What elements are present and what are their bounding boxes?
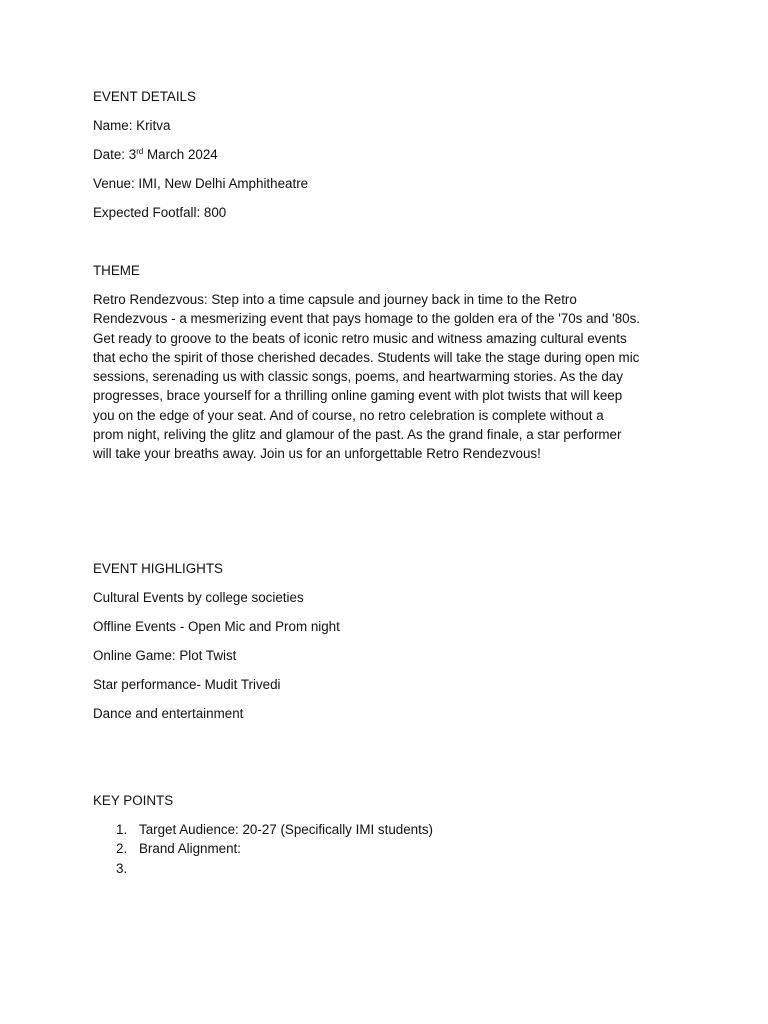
key-point-text: Brand Alignment: (139, 841, 241, 857)
theme-line: that echo the spirit of those cherished decades. Students will take the stage during open mic (93, 349, 640, 365)
theme-line: progresses, brace yourself for a thrilling online gaming event with plot twists that will keep (93, 388, 623, 404)
highlight-item: Offline Events - Open Mic and Prom night (93, 619, 340, 634)
highlight-item: Dance and entertainment (93, 706, 244, 721)
highlights-heading: EVENT HIGHLIGHTS (93, 561, 223, 576)
theme-line: will take your breaths away. Join us for an unforgettable Retro Rendezvous! (93, 446, 541, 462)
theme-paragraph (93, 290, 683, 464)
theme-line: prom night, reliving the glitz and glamour of the past. As the grand finale, a star performer (93, 427, 622, 443)
highlight-item: Cultural Events by college societies (93, 590, 304, 605)
key-point-number: 2. (116, 841, 128, 857)
key-point-number: 3. (116, 860, 128, 876)
theme-line: sessions, serenading us with classic songs, poems, and heartwarming stories. As the day (93, 369, 623, 385)
highlight-item: Online Game: Plot Twist (93, 648, 237, 663)
event-name: Name: Kritva (93, 118, 171, 133)
theme-line: Get ready to groove to the beats of iconic retro music and witness amazing cultural events (93, 330, 627, 346)
theme-line: Retro Rendezvous: Step into a time capsule and journey back in time to the Retro (93, 292, 577, 307)
key-points-heading: KEY POINTS (93, 793, 174, 808)
event-date-prefix: Date: 3 (93, 147, 137, 162)
event-footfall: Expected Footfall: 800 (93, 205, 227, 220)
highlight-item: Star performance- Mudit Trivedi (93, 677, 281, 692)
theme-line: Rendezvous - a mesmerizing event that pays homage to the golden era of the '70s and '80s. (93, 311, 641, 327)
theme-line: you on the edge of your seat. And of course, no retro celebration is complete without a (93, 407, 604, 423)
event-date (93, 145, 218, 164)
theme-heading: THEME (93, 263, 140, 278)
event-details-heading: EVENT DETAILS (93, 89, 196, 104)
event-venue: Venue: IMI, New Delhi Amphitheatre (93, 176, 309, 191)
event-date-suffix: March 2024 (143, 147, 218, 162)
key-point-text: Target Audience: 20-27 (Specifically IMI students) (139, 822, 433, 837)
event-date-superscript: rd (136, 147, 144, 156)
key-point-number: 1. (116, 822, 128, 837)
